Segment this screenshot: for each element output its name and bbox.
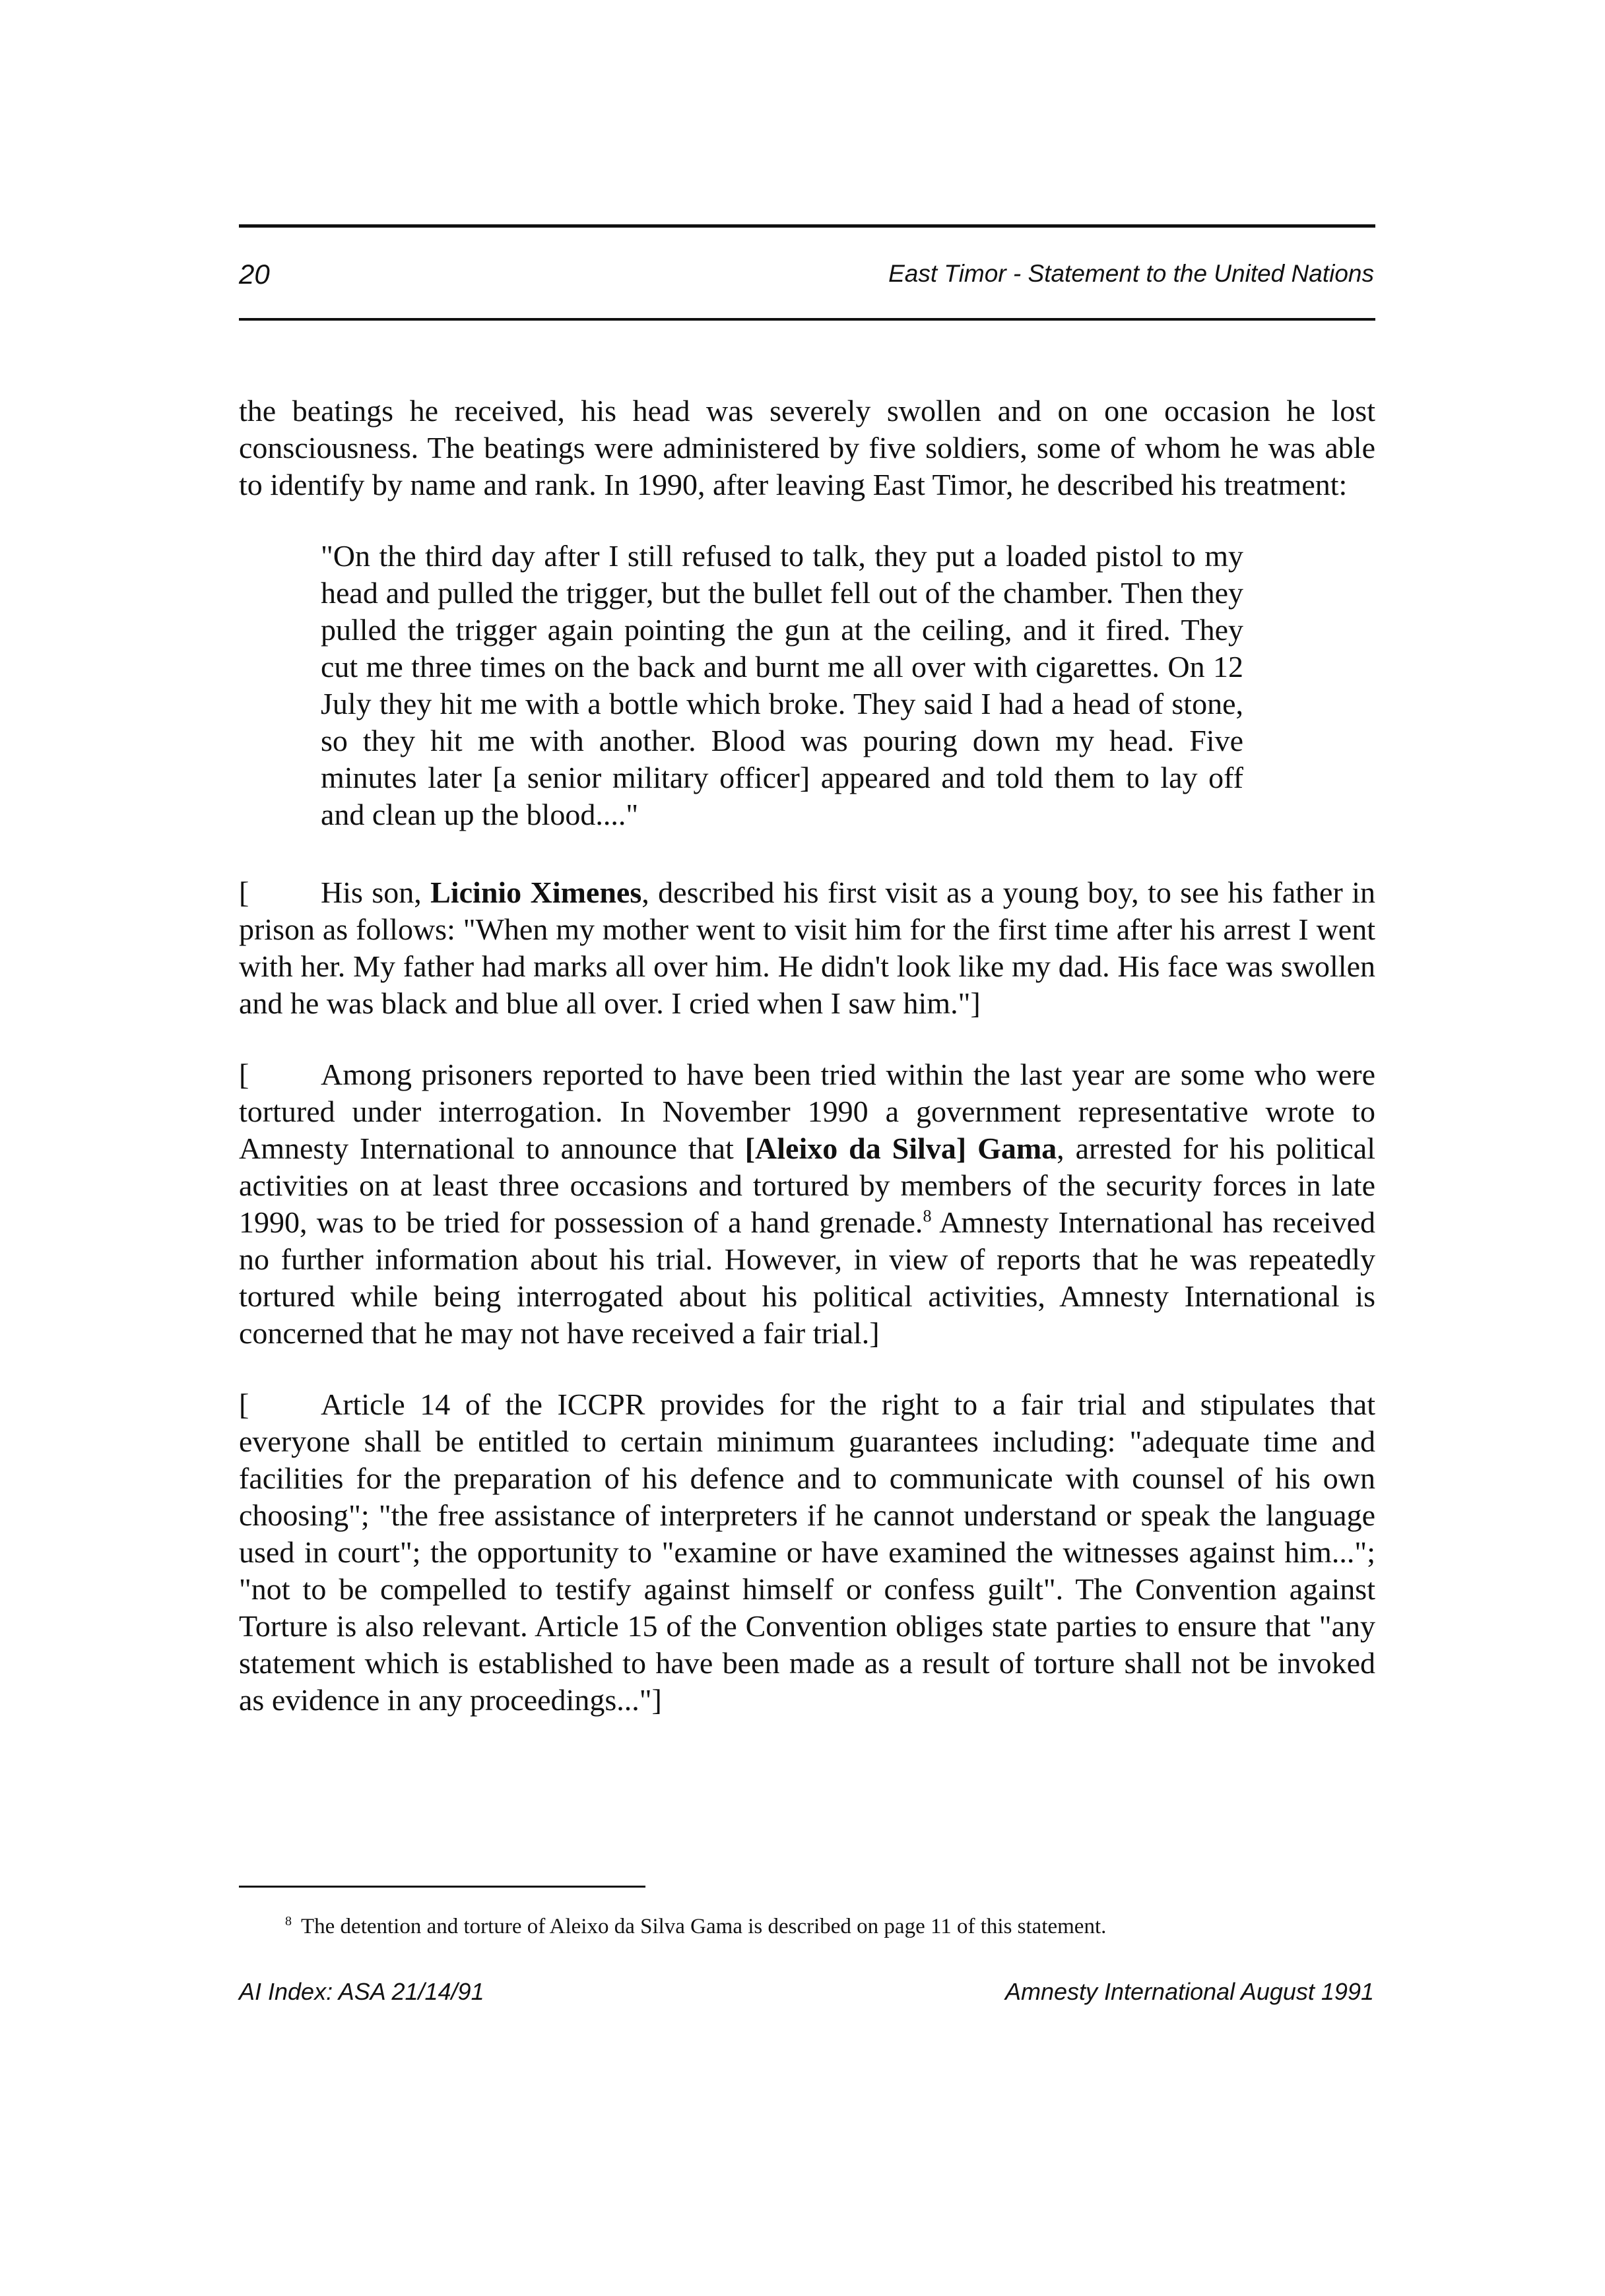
bracket-mark: [ xyxy=(239,876,249,909)
paragraph-1: the beatings he received, his head was severely swollen and on one occasion he lost consciousness. The beatings were administered by five soldiers, some of whom he was able to identify by name and rank. In 1990, after leaving East Timor, he described his treatment: xyxy=(239,394,1375,501)
paragraph-4-middle: , arrested for his political activities on at least three occasions and tortured by members of the security forces in late 1990, was to be tried for possession of a hand grenade. xyxy=(239,1132,1375,1239)
paragraph-3 xyxy=(239,874,1375,1022)
paragraph-5 xyxy=(239,1386,1375,1719)
bracket-mark: [ xyxy=(239,1387,249,1421)
body-text xyxy=(239,393,1375,1753)
paragraph-4-intro: Among prisoners reported to have been tried within the last year are some who were tortured under interrogation. In November 1990 a government representative wrote to Amnesty International to announce that xyxy=(239,1058,1375,1165)
paragraph-4 xyxy=(239,1056,1375,1352)
page-number: 20 xyxy=(239,259,270,290)
footnote-reference[interactable]: 8 xyxy=(923,1206,932,1226)
running-title: East Timor - Statement to the United Nations xyxy=(888,260,1374,287)
footnote-rule xyxy=(239,1886,645,1888)
block-quote: "On the third day after I still refused to talk, they put a loaded pistol to my head and pulled the trigger, but the bullet fell out of the chamber. Then they pulled the trigger again pointing the gun at the ceiling, and it fired. They cut me three times on the back and burnt me all over with cigarettes. On 12 July they hit me with a bottle which broke. They said I had a head of stone, so they hit me with another. Blood was pouring down my head. Five minutes later [a senior military officer] appeared and told them to lay off and clean up the blood...." xyxy=(321,539,1243,831)
paragraph-3-text: , described his first visit as a young boy, to see his father in prison as follows: "When my mother went to visit him for the first time after his arrest I went with her. My father had marks all over him. He didn't look like my dad. His face was swollen and he was black and blue all over. I cried when I saw him."] xyxy=(239,876,1375,1020)
person-name-licinio: Licinio Ximenes xyxy=(430,876,642,909)
footnote xyxy=(285,1913,1106,1940)
footnote-number: 8 xyxy=(285,1914,292,1929)
paragraph-3-intro: His son, xyxy=(321,876,431,909)
footnote-text: The detention and torture of Aleixo da Silva Gama is described on page 11 of this statement. xyxy=(301,1915,1107,1938)
bracket-mark: [ xyxy=(239,1058,249,1091)
paragraph-5-text: Article 14 of the ICCPR provides for the right to a fair trial and stipulates that everyone shall be entitled to certain minimum guarantees including: "adequate time and facilities for the preparation of his defence and to communicate with counsel of his own choosing"; "the free assistance of interpreters if he cannot understand or speak the language used in court"; the opportunity to "examine or have examined the witnesses against him..."; "not to be compelled to testify against himself or confess guilt". The Convention against Torture is also relevant. Article 15 of the Convention obliges state parties to ensure that "any statement which is established to have been made as a result of torture shall not be invoked as evidence in any proceedings..."] xyxy=(239,1387,1375,1717)
paragraph-4-text: Amnesty International has received no further information about his trial. However, in view of reports that he was repeatedly tortured while being interrogated about his political activities, Amnesty International is concerned that he may not have received a fair trial.] xyxy=(239,1205,1375,1350)
header-bottom-rule xyxy=(239,318,1375,321)
header-top-rule xyxy=(239,224,1375,228)
person-name-gama: [Aleixo da Silva] Gama xyxy=(744,1132,1057,1165)
footer-index: AI Index: ASA 21/14/91 xyxy=(239,1978,484,2005)
footer-publisher: Amnesty International August 1991 xyxy=(1004,1978,1374,2005)
